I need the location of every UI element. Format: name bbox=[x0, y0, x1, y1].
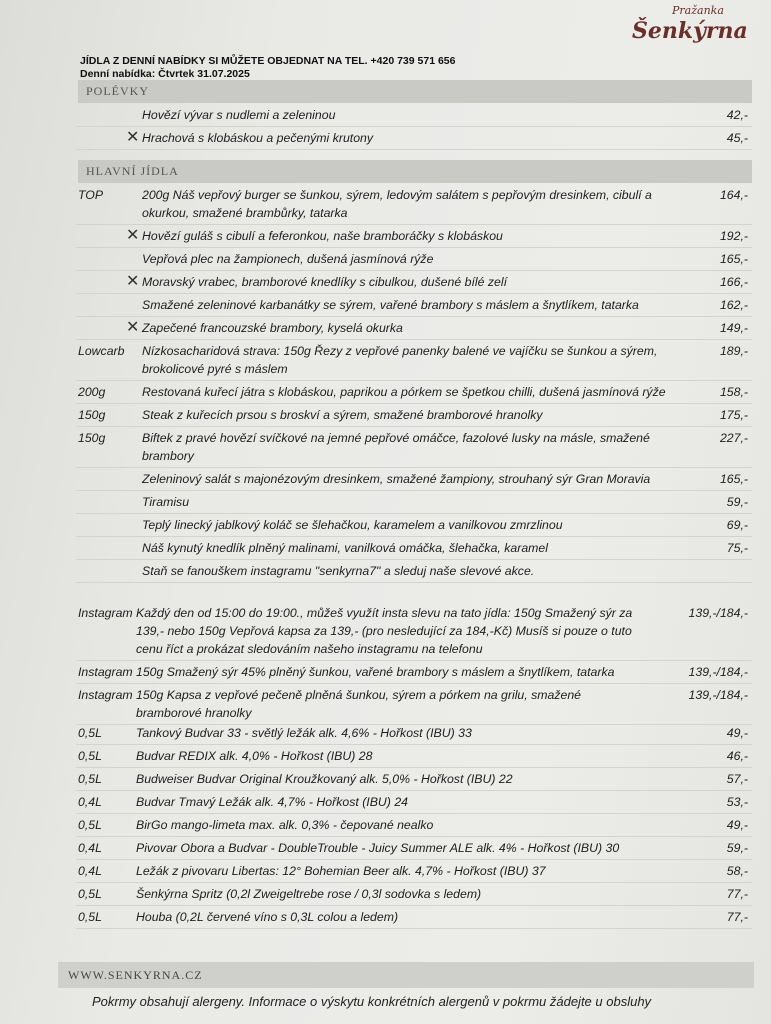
item-quantity: 0,4L bbox=[78, 795, 102, 809]
item-price: 189,- bbox=[719, 344, 748, 358]
item-price: 162,- bbox=[719, 298, 748, 312]
menu-item bbox=[76, 104, 752, 127]
item-name: Teplý linecký jablkový koláč se šlehačkou, karamelem a vanilkovou zmrzlinou bbox=[142, 518, 563, 532]
menu-item bbox=[76, 427, 752, 468]
item-quantity bbox=[76, 296, 142, 314]
item-price bbox=[676, 562, 752, 580]
item-name: Zapečené francouzské brambory, kyselá okurka bbox=[142, 321, 403, 335]
item-price: 158,- bbox=[719, 385, 748, 399]
item-name: Šenkýrna Spritz (0,2l Zweigeltrebe rose / 0,3l sodovka s ledem) bbox=[136, 887, 482, 901]
item-price: 49,- bbox=[726, 726, 748, 740]
menu-item bbox=[76, 602, 752, 661]
menu-item bbox=[76, 883, 752, 906]
item-quantity: TOP bbox=[78, 188, 104, 202]
menu-item bbox=[76, 906, 752, 929]
item-quantity: Instagram bbox=[78, 606, 133, 620]
menu-item bbox=[76, 271, 752, 294]
item-quantity bbox=[76, 539, 142, 557]
item-quantity: 200g bbox=[78, 385, 106, 399]
item-quantity: 0,4L bbox=[78, 841, 102, 855]
item-name: Restovaná kuřecí játra s klobáskou, paprikou a pórkem se špetkou chilli, dušená jasmínová rýže bbox=[142, 385, 666, 399]
item-price: 166,- bbox=[719, 275, 748, 289]
item-name: Budweiser Budvar Original Kroužkovaný alk. 5,0% - Hořkost (IBU) 22 bbox=[136, 772, 513, 786]
item-name: Hovězí guláš s cibulí a feferonkou, naše bramboráčky s klobáskou bbox=[142, 229, 503, 243]
menu-item bbox=[76, 127, 752, 150]
item-quantity: 0,5L bbox=[78, 749, 102, 763]
item-name: Každý den od 15:00 do 19:00., můžeš využít insta slevu na tato jídla: 150g Smažený sýr za 139,- nebo 150g Vepřová kapsa za 139,- (pro nesledující za 184,-Kč) Musíš si pouze o tuto cenu říct a prokázat sledováním našeho instagramu na telefonu bbox=[136, 606, 633, 656]
menu-item bbox=[76, 537, 752, 560]
item-price: 69,- bbox=[726, 518, 748, 532]
menu-item bbox=[76, 837, 752, 860]
item-name: Zeleninový salát s majonézovým dresinkem, smažené žampiony, strouhaný sýr Gran Moravia bbox=[142, 472, 651, 486]
item-quantity: 150g bbox=[78, 431, 106, 445]
item-name: Vepřová plec na žampionech, dušená jasmínová rýže bbox=[142, 252, 434, 266]
item-price: 75,- bbox=[726, 541, 748, 555]
soups-list bbox=[76, 104, 752, 150]
menu-item bbox=[76, 514, 752, 537]
item-price: 59,- bbox=[726, 495, 748, 509]
item-quantity bbox=[76, 250, 142, 268]
item-name: Hrachová s klobáskou a pečenými krutony bbox=[142, 131, 374, 145]
menu-item bbox=[76, 225, 752, 248]
menu-item bbox=[76, 294, 752, 317]
allergen-notice: Pokrmy obsahují alergeny. Informace o výskytu konkrétních alergenů v pokrmu žádejte u obsluhy bbox=[92, 994, 652, 1009]
logo-title: Šenkýrna bbox=[632, 18, 748, 44]
menu-item bbox=[76, 560, 752, 583]
item-price: 139,-/184,- bbox=[688, 606, 748, 620]
menu-item bbox=[76, 184, 752, 225]
item-quantity: Instagram bbox=[78, 688, 133, 702]
item-quantity bbox=[76, 470, 142, 488]
item-quantity: Lowcarb bbox=[78, 344, 125, 358]
item-name: Hovězí vývar s nudlemi a zeleninou bbox=[142, 108, 336, 122]
item-price: 139,-/184,- bbox=[688, 688, 748, 702]
mains-list bbox=[76, 184, 752, 583]
menu-item bbox=[76, 814, 752, 837]
item-name: Biftek z pravé hovězí svíčkové na jemné pepřové omáčce, fazolové lusky na másle, smažené brambory bbox=[142, 431, 650, 463]
crossed-out-mark-icon: ✕ bbox=[126, 227, 140, 244]
item-price: 46,- bbox=[726, 749, 748, 763]
menu-item bbox=[76, 381, 752, 404]
item-name: 150g Smažený sýr 45% plněný šunkou, vařené brambory s máslem a šnytlíkem, tatarka bbox=[136, 665, 615, 679]
order-phone-heading: JÍDLA Z DENNÍ NABÍDKY SI MŮŽETE OBJEDNAT NA TEL. +420 739 571 656 bbox=[80, 55, 456, 67]
item-price: 42,- bbox=[726, 108, 748, 122]
item-price: 77,- bbox=[726, 910, 748, 924]
website-band: WWW.SENKYRNA.CZ bbox=[58, 962, 754, 988]
crossed-out-mark-icon: ✕ bbox=[126, 129, 140, 146]
item-price: 164,- bbox=[719, 188, 748, 202]
section-mains-title: HLAVNÍ JÍDLA bbox=[78, 160, 752, 183]
item-name: Nízkosacharidová strava: 150g Řezy z vepřové panenky balené ve vajíčku se šunkou a sýrem, brokolicové pyré s máslem bbox=[142, 344, 658, 376]
menu-item bbox=[76, 491, 752, 514]
menu-item bbox=[76, 684, 752, 725]
item-name: 200g Náš vepřový burger se šunkou, sýrem, ledovým salátem s pepřovým dresinkem, cibulí a okurkou, smažené brambůrky, tatarka bbox=[142, 188, 652, 220]
item-price: 59,- bbox=[726, 841, 748, 855]
item-price: 57,- bbox=[726, 772, 748, 786]
item-name: Steak z kuřecích prsou s broskví a sýrem, smažené bramborové hranolky bbox=[142, 408, 543, 422]
item-quantity bbox=[76, 493, 142, 511]
item-quantity: 0,5L bbox=[78, 910, 102, 924]
senkyrna-logo bbox=[630, 4, 750, 52]
item-price: 53,- bbox=[726, 795, 748, 809]
item-name: Budvar Tmavý Ležák alk. 4,7% - Hořkost (IBU) 24 bbox=[136, 795, 408, 809]
item-price: 175,- bbox=[719, 408, 748, 422]
item-price: 165,- bbox=[719, 472, 748, 486]
menu-item bbox=[76, 317, 752, 340]
item-price: 192,- bbox=[719, 229, 748, 243]
item-name: Ležák z pivovaru Libertas: 12° Bohemian Beer alk. 4,7% - Hořkost (IBU) 37 bbox=[136, 864, 546, 878]
item-quantity: 0,4L bbox=[78, 864, 102, 878]
crossed-out-mark-icon: ✕ bbox=[126, 273, 140, 290]
item-quantity: 150g bbox=[78, 408, 106, 422]
item-name: BirGo mango-limeta max. alk. 0,3% - čepované nealko bbox=[136, 818, 434, 832]
item-quantity: 0,5L bbox=[78, 887, 102, 901]
item-name: 150g Kapsa z vepřové pečeně plněná šunkou, sýrem a pórkem na grilu, smažené bramborové hranolky bbox=[136, 688, 581, 720]
item-name: Budvar REDIX alk. 4,0% - Hořkost (IBU) 28 bbox=[136, 749, 373, 763]
menu-item bbox=[76, 661, 752, 684]
instagram-list bbox=[76, 602, 752, 725]
item-name: Houba (0,2L červené víno s 0,3L colou a ledem) bbox=[136, 910, 399, 924]
item-price: 77,- bbox=[726, 887, 748, 901]
item-name: Moravský vrabec, bramborové knedlíky s cibulkou, dušené bílé zelí bbox=[142, 275, 507, 289]
item-name: Tiramisu bbox=[142, 495, 190, 509]
daily-menu-date: Denní nabídka: Čtvrtek 31.07.2025 bbox=[80, 68, 250, 80]
item-name: Pivovar Obora a Budvar - DoubleTrouble - Juicy Summer ALE alk. 4% - Hořkost (IBU) 30 bbox=[136, 841, 620, 855]
drinks-list bbox=[76, 722, 752, 929]
menu-item bbox=[76, 860, 752, 883]
menu-item bbox=[76, 404, 752, 427]
item-quantity: 0,5L bbox=[78, 772, 102, 786]
item-price: 139,-/184,- bbox=[688, 665, 748, 679]
logo-subtitle: Pražanka bbox=[672, 4, 724, 17]
item-price: 165,- bbox=[719, 252, 748, 266]
item-price: 149,- bbox=[719, 321, 748, 335]
item-quantity bbox=[76, 106, 142, 124]
item-price: 58,- bbox=[726, 864, 748, 878]
item-price: 227,- bbox=[719, 431, 748, 445]
menu-item bbox=[76, 791, 752, 814]
item-quantity: 0,5L bbox=[78, 818, 102, 832]
item-quantity bbox=[76, 516, 142, 534]
menu-item bbox=[76, 745, 752, 768]
item-name: Staň se fanouškem instagramu "senkyrna7" a sleduj naše slevové akce. bbox=[142, 564, 535, 578]
menu-item bbox=[76, 768, 752, 791]
item-quantity bbox=[76, 562, 142, 580]
section-soups-title: POLÉVKY bbox=[78, 80, 752, 103]
item-quantity: 0,5L bbox=[78, 726, 102, 740]
item-quantity: Instagram bbox=[78, 665, 133, 679]
item-name: Náš kynutý knedlík plněný malinami, vanilková omáčka, šlehačka, karamel bbox=[142, 541, 548, 555]
item-price: 45,- bbox=[726, 131, 748, 145]
menu-item bbox=[76, 248, 752, 271]
menu-item bbox=[76, 468, 752, 491]
crossed-out-mark-icon: ✕ bbox=[126, 319, 140, 336]
item-name: Smažené zeleninové karbanátky se sýrem, vařené brambory s máslem a šnytlíkem, tatarka bbox=[142, 298, 639, 312]
menu-item bbox=[76, 722, 752, 745]
item-name: Tankový Budvar 33 - světlý ležák alk. 4,6% - Hořkost (IBU) 33 bbox=[136, 726, 472, 740]
item-price: 49,- bbox=[726, 818, 748, 832]
menu-item bbox=[76, 340, 752, 381]
